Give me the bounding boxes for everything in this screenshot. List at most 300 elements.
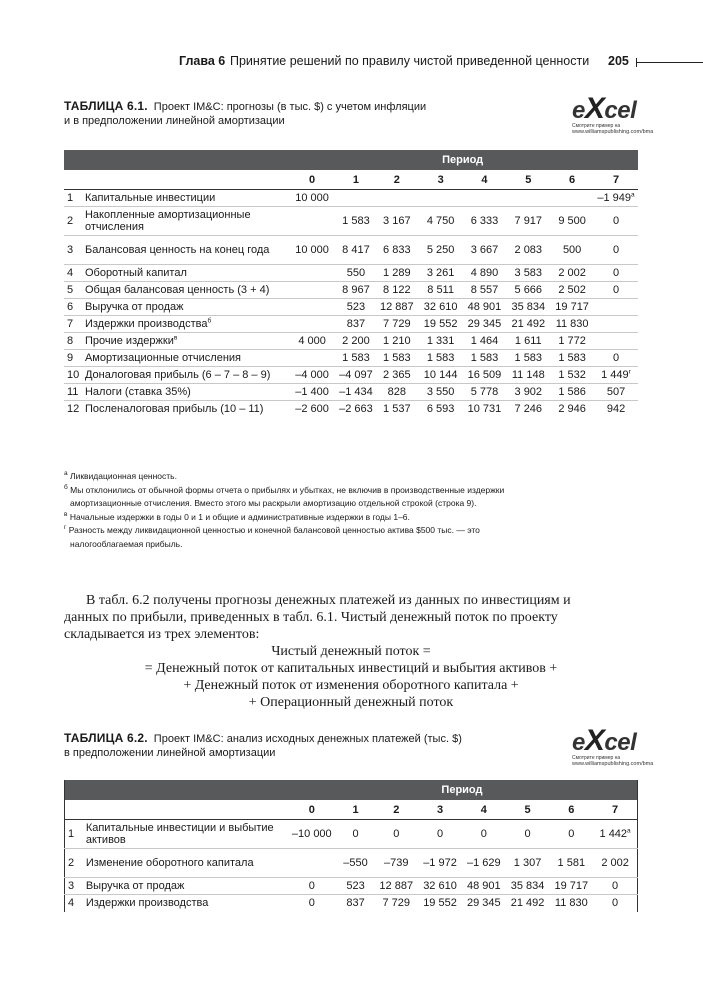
- table-row: [65, 849, 638, 878]
- table-row: [64, 282, 638, 299]
- cell-value: 16 509: [467, 369, 502, 381]
- footnote-text: Разность между ликвидационной ценностью и конечной балансовой ценностью актива $500 тыс. — это: [68, 525, 480, 535]
- footnote-mark: в: [173, 334, 178, 342]
- table-cell: [287, 401, 337, 418]
- cell-value: –1 434: [339, 386, 373, 398]
- table-cell: [337, 401, 375, 418]
- table-row: [64, 207, 638, 236]
- cell-value: 1 583: [342, 352, 370, 364]
- cell-value: 0: [612, 244, 620, 256]
- row-number: 3: [64, 236, 81, 265]
- table-row: [64, 401, 638, 418]
- table2-column-header-row: [65, 800, 638, 820]
- table-cell: [463, 299, 507, 316]
- cell-value: 1 464: [470, 335, 499, 347]
- table-row: [65, 878, 638, 895]
- row-label: [82, 820, 287, 849]
- table-cell: [550, 299, 594, 316]
- table-cell: [506, 367, 550, 384]
- table-cell: [337, 236, 375, 265]
- cell-value: 0: [612, 897, 619, 910]
- table1-col-header: 3: [419, 170, 463, 190]
- table-cell: [419, 282, 463, 299]
- cell-value: 1 289: [383, 267, 411, 279]
- table-cell: [287, 384, 337, 401]
- cell-value: 11 148: [511, 369, 545, 381]
- table-cell: [506, 401, 550, 418]
- cell-value: –10 000: [291, 828, 332, 840]
- table-cell: [419, 265, 463, 282]
- table-cell: [337, 316, 375, 333]
- cell-value: 8 511: [427, 284, 454, 296]
- table1-column-header-row: [64, 170, 638, 190]
- cell-value: 837: [346, 318, 366, 330]
- footnote-text: Начальные издержки в годы 0 и 1 и общие и административные издержки в годы 1–6.: [69, 511, 410, 522]
- cell-value: 5 778: [470, 386, 499, 398]
- cell-value: –2 600: [295, 403, 329, 416]
- table-row: [65, 820, 638, 849]
- table1-col-header: 7: [594, 170, 638, 190]
- table-cell: [337, 282, 375, 299]
- cell-value: 1 611: [514, 335, 542, 347]
- cell-value: 837: [346, 897, 365, 910]
- footnote: [64, 484, 644, 498]
- cell-value: 828: [387, 386, 406, 398]
- footnote-mark: а: [64, 470, 68, 478]
- excel-logo: [572, 92, 654, 139]
- cell-value: 48 901: [466, 880, 501, 892]
- cell-value: 1 331: [426, 335, 455, 347]
- cell-value: –1 972: [423, 857, 457, 869]
- table-cell: [550, 333, 594, 350]
- cell-value: 0: [352, 828, 359, 840]
- cell-value: 7 917: [514, 215, 543, 227]
- table-cell: [463, 236, 507, 265]
- table-cell: [550, 401, 594, 418]
- table1-col-header: 1: [337, 170, 375, 190]
- table-row: [64, 333, 638, 350]
- cell-value: 507: [606, 386, 626, 398]
- table-cell: [594, 265, 638, 282]
- table-cell: [287, 820, 337, 849]
- footnote-mark: б: [207, 317, 212, 325]
- footnote-mark: а: [627, 827, 631, 835]
- row-label-text: Общая балансовая ценность (3 + 4): [84, 284, 270, 296]
- row-label: [81, 236, 287, 265]
- cell-value: 2 083: [514, 244, 543, 256]
- table-cell: [287, 265, 337, 282]
- table2-col-header: 0: [287, 800, 337, 820]
- cell-value: 0: [393, 828, 400, 840]
- table-cell: [337, 207, 375, 236]
- table-cell: [462, 878, 506, 895]
- table-cell: [374, 895, 418, 912]
- table-cell: [375, 236, 419, 265]
- table-cell: [463, 333, 507, 350]
- table2-label: ТАБЛИЦА 6.2.: [64, 731, 148, 745]
- cell-value: 2 200: [342, 335, 370, 347]
- table2-caption-line1: Проект IM&C: анализ исходных денежных платежей (тыс. $): [153, 733, 462, 745]
- table-cell: [549, 849, 593, 878]
- table-cell: [462, 820, 506, 849]
- table2-caption: [64, 731, 462, 760]
- table-cell: [550, 190, 594, 207]
- paragraph-line1: В табл. 6.2 получены прогнозы денежных платежей из данных по инвестициям и: [86, 593, 571, 608]
- cell-value: 29 345: [466, 897, 501, 910]
- row-label: [81, 299, 287, 316]
- cell-value: 1 307: [513, 857, 542, 869]
- cell-value: 35 834: [510, 880, 545, 892]
- table2-col-header: 4: [462, 800, 506, 820]
- table1-caption: [64, 99, 426, 128]
- table-cell: [594, 282, 638, 299]
- cell-value: 0: [612, 215, 620, 227]
- cashflow-formula: [64, 643, 638, 711]
- cell-value: 0: [480, 828, 487, 840]
- table2-col-header: 7: [593, 800, 637, 820]
- cell-value: 0: [612, 352, 620, 364]
- row-label-text: Доналоговая прибыль (6 – 7 – 8 – 9): [84, 369, 271, 381]
- cell-value: 1 581: [557, 857, 586, 869]
- table-cell: [375, 207, 419, 236]
- table-cell: [419, 236, 463, 265]
- table2-period-row: [65, 780, 638, 800]
- table-cell: [419, 190, 463, 207]
- table-cell: [287, 333, 337, 350]
- cell-value: 48 901: [467, 301, 502, 313]
- paragraph-line3: складывается из трех элементов:: [64, 627, 260, 642]
- row-number: 12: [67, 403, 80, 416]
- footnote-text: амортизационные отчисления. Вместо этого мы раскрыли амортизацию отдельной строкой (строка 9).: [70, 498, 477, 508]
- cell-value: 0: [524, 828, 531, 840]
- table-cell: [287, 878, 337, 895]
- row-number: 4: [64, 265, 81, 282]
- row-label-text: Выручка от продаж: [85, 880, 185, 892]
- cell-value: 7 729: [382, 897, 411, 910]
- cell-value: 6 833: [383, 244, 411, 256]
- formula-line4: + Операционный денежный поток: [248, 695, 454, 710]
- table-cell: [337, 367, 375, 384]
- table1: [64, 150, 638, 418]
- cell-value: 10 144: [423, 369, 458, 381]
- cell-value: 1 442: [599, 828, 628, 840]
- table2-col-header: 2: [374, 800, 418, 820]
- table-cell: [287, 316, 337, 333]
- cell-value: 12 887: [379, 880, 414, 892]
- table-cell: [337, 265, 375, 282]
- row-number: 11: [64, 384, 81, 401]
- table-cell: [506, 878, 550, 895]
- cell-value: 3 550: [426, 386, 455, 398]
- table-cell: [463, 316, 507, 333]
- table-cell: [593, 878, 637, 895]
- table-cell: [375, 401, 419, 418]
- table-cell: [549, 895, 593, 912]
- table-cell: [419, 333, 463, 350]
- running-header: [0, 54, 703, 74]
- table-cell: [506, 350, 550, 367]
- table-cell: [374, 820, 418, 849]
- cell-value: 32 610: [423, 301, 458, 313]
- page-number: 205: [608, 54, 629, 68]
- row-number: 2: [65, 849, 82, 878]
- cell-value: 10 731: [467, 403, 502, 416]
- row-label-text: Прочие издержки: [84, 335, 174, 347]
- table-row: [64, 384, 638, 401]
- table-cell: [594, 190, 638, 207]
- cell-value: 8 557: [470, 284, 499, 296]
- cell-value: 19 717: [555, 301, 589, 313]
- table-cell: [506, 820, 550, 849]
- cell-value: 1 586: [558, 386, 586, 398]
- table-cell: [463, 282, 507, 299]
- table-cell: [337, 820, 375, 849]
- excel-logo-word: eXcel: [572, 92, 637, 125]
- table-cell: [506, 333, 550, 350]
- row-label: [81, 401, 287, 418]
- table-cell: [337, 350, 375, 367]
- cell-value: 1 210: [383, 335, 411, 347]
- footnote-text: налогооблагаемая прибыль.: [70, 538, 183, 549]
- table1-col-header: 0: [287, 170, 337, 190]
- row-number: 6: [64, 299, 81, 316]
- cell-value: 1 583: [383, 352, 411, 364]
- row-label: [81, 333, 287, 350]
- cell-value: 1 583: [514, 352, 543, 364]
- cell-value: –739: [384, 857, 409, 869]
- table2-col-header: 3: [418, 800, 462, 820]
- table-cell: [462, 849, 506, 878]
- table-cell: [287, 236, 337, 265]
- cell-value: 32 610: [423, 880, 457, 892]
- table-cell: [549, 820, 593, 849]
- cell-value: 4 000: [298, 335, 326, 347]
- cell-value: 1 583: [558, 352, 586, 364]
- row-label: [81, 265, 287, 282]
- table2-col-header: 5: [506, 800, 550, 820]
- row-label: [82, 895, 287, 912]
- footnote-mark: в: [64, 510, 68, 518]
- table-cell: [375, 367, 419, 384]
- row-label: [81, 367, 287, 384]
- table-row: [64, 299, 638, 316]
- cell-value: 19 552: [423, 897, 457, 910]
- table-cell: [594, 401, 638, 418]
- cell-value: 1 583: [342, 215, 370, 227]
- table-cell: [375, 350, 419, 367]
- cell-value: 3 261: [426, 267, 455, 279]
- table-cell: [287, 350, 337, 367]
- row-label-text: Накопленные амортизационные отчисления: [84, 209, 251, 233]
- table-row: [64, 265, 638, 282]
- table-cell: [550, 367, 594, 384]
- table-cell: [463, 265, 507, 282]
- table-cell: [463, 350, 507, 367]
- table-cell: [594, 299, 638, 316]
- cell-value: 4 750: [426, 215, 455, 227]
- table-cell: [337, 849, 375, 878]
- table-cell: [506, 190, 550, 207]
- table-cell: [337, 299, 375, 316]
- cell-value: 2 365: [383, 369, 411, 381]
- table-cell: [506, 282, 550, 299]
- cell-value: 1 583: [426, 352, 455, 364]
- table-cell: [375, 282, 419, 299]
- footnote: [64, 524, 644, 538]
- cell-value: 3 583: [514, 267, 543, 279]
- table-cell: [593, 849, 637, 878]
- table-cell: [419, 401, 463, 418]
- table-cell: [550, 207, 594, 236]
- cell-value: 523: [346, 301, 366, 313]
- table-row: [64, 350, 638, 367]
- table-cell: [375, 333, 419, 350]
- table1-col-header: 2: [375, 170, 419, 190]
- table1-col-header: 5: [506, 170, 550, 190]
- cell-value: 5 666: [514, 284, 543, 296]
- row-label-text: Посленалоговая прибыль (10 – 11): [84, 403, 264, 416]
- paragraph-line2: данных по прибыли, приведенных в табл. 6.1. Чистый денежный поток по проекту: [64, 610, 558, 625]
- table-cell: [287, 207, 337, 236]
- cell-value: –4 000: [295, 369, 329, 381]
- cell-value: –1 629: [466, 857, 501, 869]
- table-cell: [375, 316, 419, 333]
- table-cell: [287, 895, 337, 912]
- table-cell: [593, 895, 637, 912]
- footnote-mark: г: [64, 524, 67, 532]
- table-cell: [506, 299, 550, 316]
- table-cell: [550, 384, 594, 401]
- table-cell: [374, 878, 418, 895]
- cell-value: 8 967: [342, 284, 370, 296]
- table-cell: [506, 236, 550, 265]
- table-row: [64, 316, 638, 333]
- cell-value: 0: [612, 267, 620, 279]
- cell-value: 12 887: [379, 301, 414, 313]
- cell-value: –1 949: [597, 192, 632, 204]
- table-cell: [419, 316, 463, 333]
- table-cell: [594, 333, 638, 350]
- table2-col-header: 6: [549, 800, 593, 820]
- row-label-text: Изменение оборотного капитала: [85, 857, 254, 869]
- table-cell: [287, 299, 337, 316]
- cell-value: 3 667: [470, 244, 499, 256]
- cell-value: 21 492: [510, 897, 545, 910]
- formula-line2: = Денежный поток от капитальных инвестиций и выбытия активов +: [144, 661, 558, 676]
- table-cell: [337, 190, 375, 207]
- cell-value: 0: [612, 284, 620, 296]
- row-number: 4: [68, 897, 75, 910]
- excel-logo-2-sub2: www.williamspublishing.com/bma: [572, 761, 654, 767]
- table-cell: [337, 384, 375, 401]
- table-cell: [418, 895, 462, 912]
- cell-value: 1 449: [601, 369, 629, 381]
- footnote-text: Мы отклонились от обычной формы отчета о прибылях и убытках, не включив в производственные издержки: [70, 484, 505, 495]
- footnote: [64, 511, 644, 525]
- table-cell: [418, 849, 462, 878]
- table-cell: [550, 350, 594, 367]
- table1-col-header: 4: [463, 170, 507, 190]
- cell-value: 5 250: [426, 244, 455, 256]
- row-number: 10: [64, 367, 81, 384]
- table-cell: [593, 820, 637, 849]
- cell-value: 11 830: [554, 897, 588, 910]
- body-paragraph: [64, 592, 638, 643]
- table-cell: [594, 384, 638, 401]
- table-cell: [374, 849, 418, 878]
- cell-value: 7 729: [383, 318, 411, 330]
- cell-value: 19 717: [554, 880, 589, 892]
- table2-period-label: Период: [287, 780, 638, 800]
- table-cell: [506, 316, 550, 333]
- row-label-text: Налоги (ставка 35%): [84, 386, 191, 398]
- cell-value: 11 830: [555, 318, 589, 330]
- table-cell: [418, 878, 462, 895]
- row-label: [81, 350, 287, 367]
- table-cell: [463, 207, 507, 236]
- table-row: [64, 236, 638, 265]
- table-cell: [506, 265, 550, 282]
- cell-value: 1 537: [383, 403, 411, 416]
- formula-line1: Чистый денежный поток =: [271, 644, 431, 659]
- table-cell: [337, 333, 375, 350]
- table2-caption-line2: в предположении линейной амортизации: [64, 747, 276, 759]
- cell-value: 3 902: [514, 386, 543, 398]
- table-cell: [594, 367, 638, 384]
- table-cell: [549, 878, 593, 895]
- cell-value: 0: [308, 897, 315, 910]
- header-rule: [636, 62, 703, 63]
- table1-period-label: Период: [287, 150, 638, 170]
- cell-value: 10 000: [295, 244, 329, 256]
- table-cell: [594, 316, 638, 333]
- table-cell: [506, 207, 550, 236]
- cell-value: –4 097: [339, 369, 373, 381]
- footnote-mark: а: [631, 191, 635, 199]
- cell-value: 2 002: [558, 267, 586, 279]
- chapter-title: Принятие решений по правилу чистой приведенной ценности: [230, 54, 590, 68]
- table-cell: [375, 299, 419, 316]
- table-cell: [418, 820, 462, 849]
- cell-value: 2 946: [558, 403, 586, 416]
- row-label-text: Издержки производства: [85, 897, 209, 910]
- excel-logo-2-word: eXcel: [572, 724, 637, 757]
- cell-value: 3 167: [383, 215, 411, 227]
- table-cell: [419, 350, 463, 367]
- row-label-text: Амортизационные отчисления: [84, 352, 241, 364]
- table-row: [65, 895, 638, 912]
- table-cell: [419, 367, 463, 384]
- cell-value: –550: [343, 857, 368, 869]
- cell-value: 8 122: [383, 284, 411, 296]
- cell-value: 10 000: [295, 192, 329, 204]
- footnote: [64, 470, 644, 484]
- cell-value: 35 834: [511, 301, 546, 313]
- table-cell: [463, 367, 507, 384]
- table-cell: [337, 878, 375, 895]
- excel-logo-sub2: www.williamspublishing.com/bma: [572, 129, 654, 135]
- row-label-text: Капитальные инвестиции и выбытие активов: [85, 822, 274, 846]
- cell-value: 500: [562, 244, 582, 256]
- cell-value: 8 417: [342, 244, 370, 256]
- cell-value: 0: [568, 828, 575, 840]
- table-cell: [506, 384, 550, 401]
- row-number: 8: [64, 333, 81, 350]
- table-cell: [506, 895, 550, 912]
- cell-value: 2 002: [601, 857, 629, 869]
- row-label-text: Выручка от продаж: [84, 301, 184, 313]
- table-cell: [463, 190, 507, 207]
